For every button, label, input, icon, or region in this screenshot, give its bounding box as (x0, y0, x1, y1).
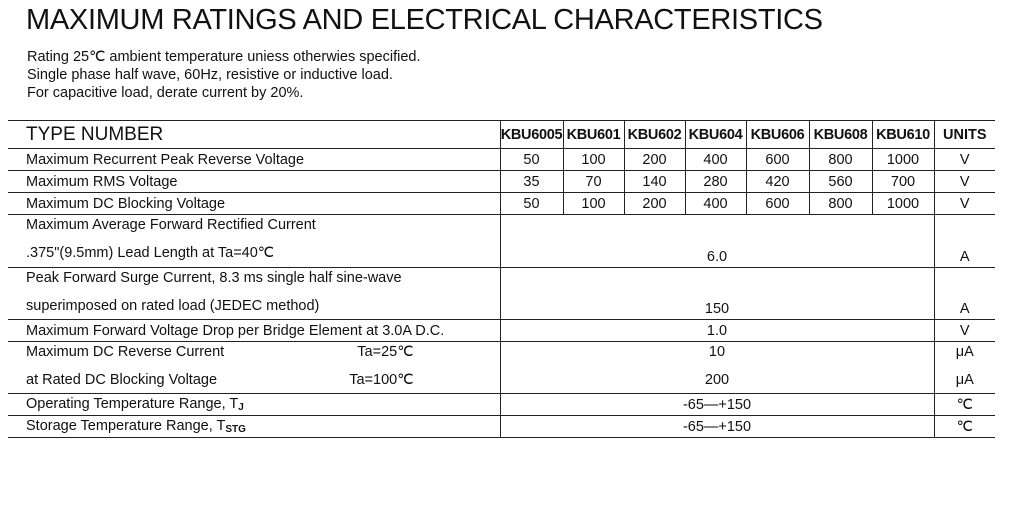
cell-value: 700 (872, 171, 934, 193)
cell-unit: V (934, 320, 995, 342)
cell-value: 1.0 (500, 320, 934, 342)
table-row-ir (8, 342, 995, 394)
cell-value: 800 (809, 149, 872, 171)
model-header: KBU601 (563, 121, 624, 149)
cell-value: 1000 (872, 193, 934, 215)
table-row-tj (8, 394, 995, 416)
cell-value: 200 (704, 372, 730, 388)
table-row-vrms (8, 171, 995, 193)
row-label: Maximum RMS Voltage (8, 171, 500, 193)
row-label: Maximum DC Blocking Voltage (8, 193, 500, 215)
row-label (8, 394, 500, 416)
units-header: UNITS (934, 121, 995, 149)
table-row-vf (8, 320, 995, 342)
model-header: KBU608 (809, 121, 872, 149)
row-label: Maximum Forward Voltage Drop per Bridge Element at 3.0A D.C. (8, 320, 500, 342)
table-header-row (8, 121, 995, 149)
label-text: Operating Temperature Range, T (26, 396, 239, 412)
cell-unit: μA (955, 372, 974, 388)
model-header: KBU610 (872, 121, 934, 149)
label-text: at Rated DC Blocking Voltage (26, 372, 218, 388)
cell-unit: ℃ (934, 394, 995, 416)
cell-value: 150 (500, 268, 934, 320)
model-header: KBU6005 (500, 121, 563, 149)
cell-value: -65—+150 (500, 416, 934, 438)
cell-unit: μA (955, 344, 974, 360)
cell-value: 1000 (872, 149, 934, 171)
row-label: Maximum Recurrent Peak Reverse Voltage (8, 149, 500, 171)
cell-value: 50 (500, 149, 563, 171)
table-row-ifsm (8, 268, 995, 320)
row-label (8, 268, 500, 320)
cell-value: 100 (563, 149, 624, 171)
note-line: Single phase half wave, 60Hz, resistive or inductive load. (27, 67, 393, 83)
page-title: MAXIMUM RATINGS AND ELECTRICAL CHARACTERISTICS (26, 4, 823, 36)
cell-unit: V (934, 171, 995, 193)
row-label (8, 342, 500, 394)
cell-unit: A (934, 215, 995, 268)
cell-value: 420 (746, 171, 809, 193)
cell-value: 200 (624, 149, 685, 171)
cell-unit: A (934, 268, 995, 320)
subscript: STG (225, 424, 246, 435)
cell-value: 140 (624, 171, 685, 193)
condition-text: Ta=100℃ (349, 372, 414, 388)
row-label-line: Peak Forward Surge Current, 8.3 ms single half sine-wave (26, 270, 402, 286)
cell-value: 100 (563, 193, 624, 215)
subscript: J (238, 402, 244, 413)
label-text: Storage Temperature Range, T (26, 418, 226, 434)
cell-value: 10 (708, 344, 726, 360)
row-label (8, 416, 500, 438)
rating-notes (27, 48, 421, 102)
table-row-tstg (8, 416, 995, 438)
row-label-line (26, 369, 500, 393)
note-line: Rating 25℃ ambient temperature uniess otherwies specified. (27, 49, 421, 65)
model-header: KBU606 (746, 121, 809, 149)
cell-unit-pair (934, 342, 995, 394)
row-label-line: .375"(9.5mm) Lead Length at Ta=40℃ (26, 245, 275, 261)
model-header: KBU604 (685, 121, 746, 149)
cell-value: -65—+150 (500, 394, 934, 416)
cell-unit: ℃ (934, 416, 995, 438)
row-label-line: superimposed on rated load (JEDEC method) (26, 298, 320, 314)
table-row-iav (8, 215, 995, 268)
cell-value-pair (500, 342, 934, 394)
table-row-vdc (8, 193, 995, 215)
ratings-table (8, 120, 995, 438)
cell-value: 70 (563, 171, 624, 193)
cell-value: 6.0 (500, 215, 934, 268)
cell-value: 400 (685, 193, 746, 215)
note-line: For capacitive load, derate current by 20%. (27, 85, 304, 101)
cell-value: 560 (809, 171, 872, 193)
row-label (8, 215, 500, 268)
row-label-line: Maximum Average Forward Rectified Current (26, 217, 316, 233)
label-text: Maximum DC Reverse Current (26, 344, 225, 360)
cell-value: 400 (685, 149, 746, 171)
model-header: KBU602 (624, 121, 685, 149)
cell-value: 600 (746, 149, 809, 171)
condition-text: Ta=25℃ (357, 344, 414, 360)
row-label-line (26, 342, 500, 369)
cell-value: 600 (746, 193, 809, 215)
cell-value: 50 (500, 193, 563, 215)
table-row-vrrm (8, 149, 995, 171)
cell-value: 800 (809, 193, 872, 215)
cell-value: 280 (685, 171, 746, 193)
cell-value: 200 (624, 193, 685, 215)
cell-unit: V (934, 193, 995, 215)
cell-value: 35 (500, 171, 563, 193)
cell-unit: V (934, 149, 995, 171)
type-number-header: TYPE NUMBER (8, 121, 500, 149)
